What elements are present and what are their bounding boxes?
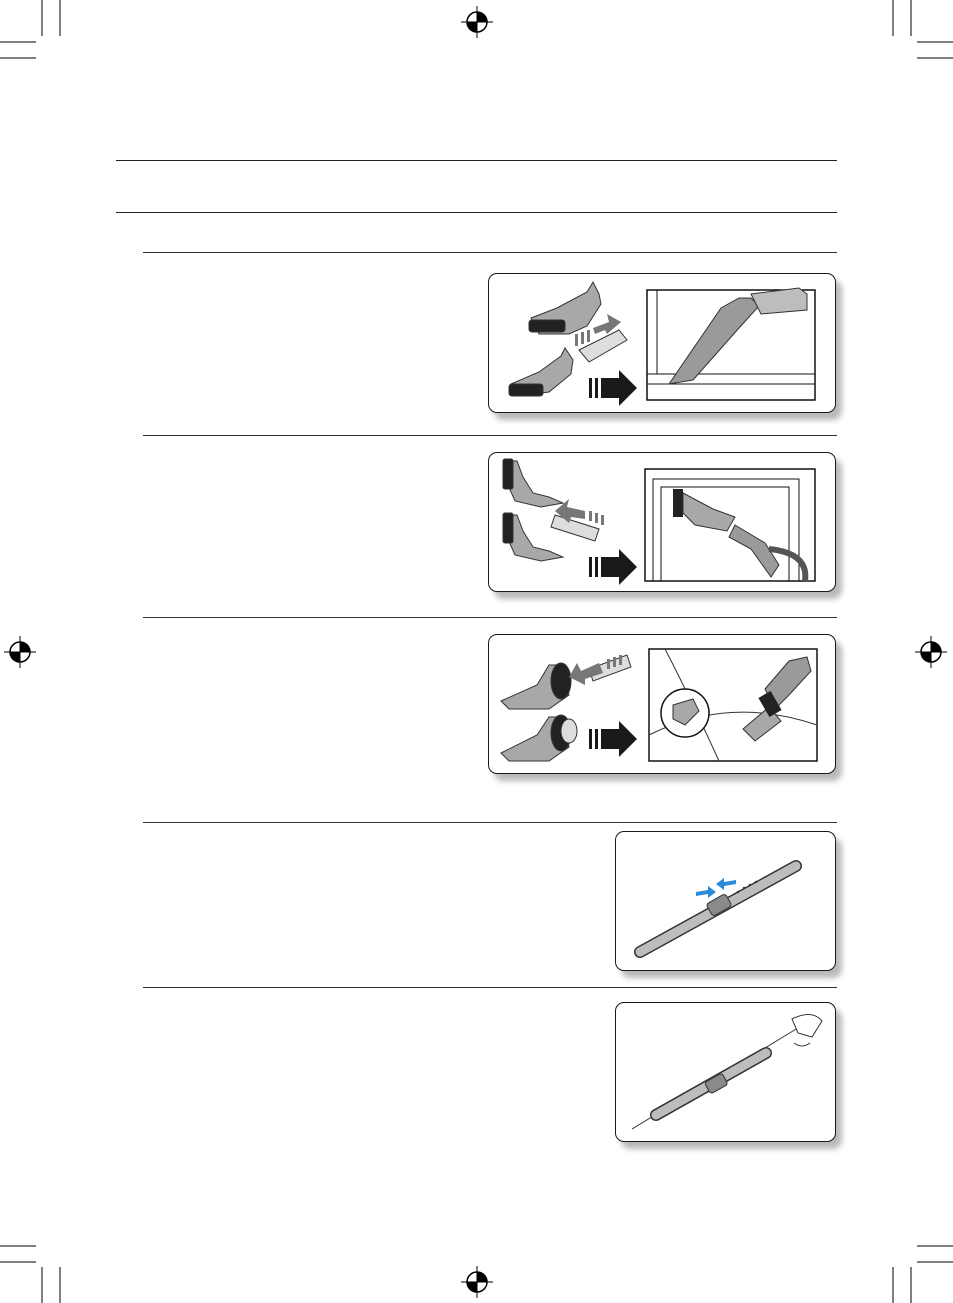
illustration-panel-pipe-unclog	[615, 1002, 836, 1142]
illustration-panel-pipe-length	[615, 831, 836, 971]
brush-tool-illustration	[529, 282, 601, 334]
crevice-nozzle-illustration	[579, 330, 627, 362]
section-rule-5	[143, 987, 837, 988]
adjust-arrows	[696, 878, 736, 898]
section-rule-1	[143, 252, 837, 253]
registration-mark-top	[461, 6, 493, 38]
illustration-panel-sofa	[488, 634, 836, 774]
section-rule-3	[143, 617, 837, 618]
section-rule-2	[143, 435, 837, 436]
illustration-panel-door-frame	[488, 452, 836, 592]
registration-mark-left	[4, 636, 36, 668]
header-rule-top	[116, 160, 837, 161]
section-rule-4	[143, 822, 837, 823]
registration-mark-right	[915, 636, 947, 668]
header-rule-bottom	[116, 212, 837, 213]
illustration-panel-window-frame	[488, 273, 836, 413]
result-arrow	[589, 370, 637, 406]
registration-mark-bottom	[461, 1266, 493, 1298]
